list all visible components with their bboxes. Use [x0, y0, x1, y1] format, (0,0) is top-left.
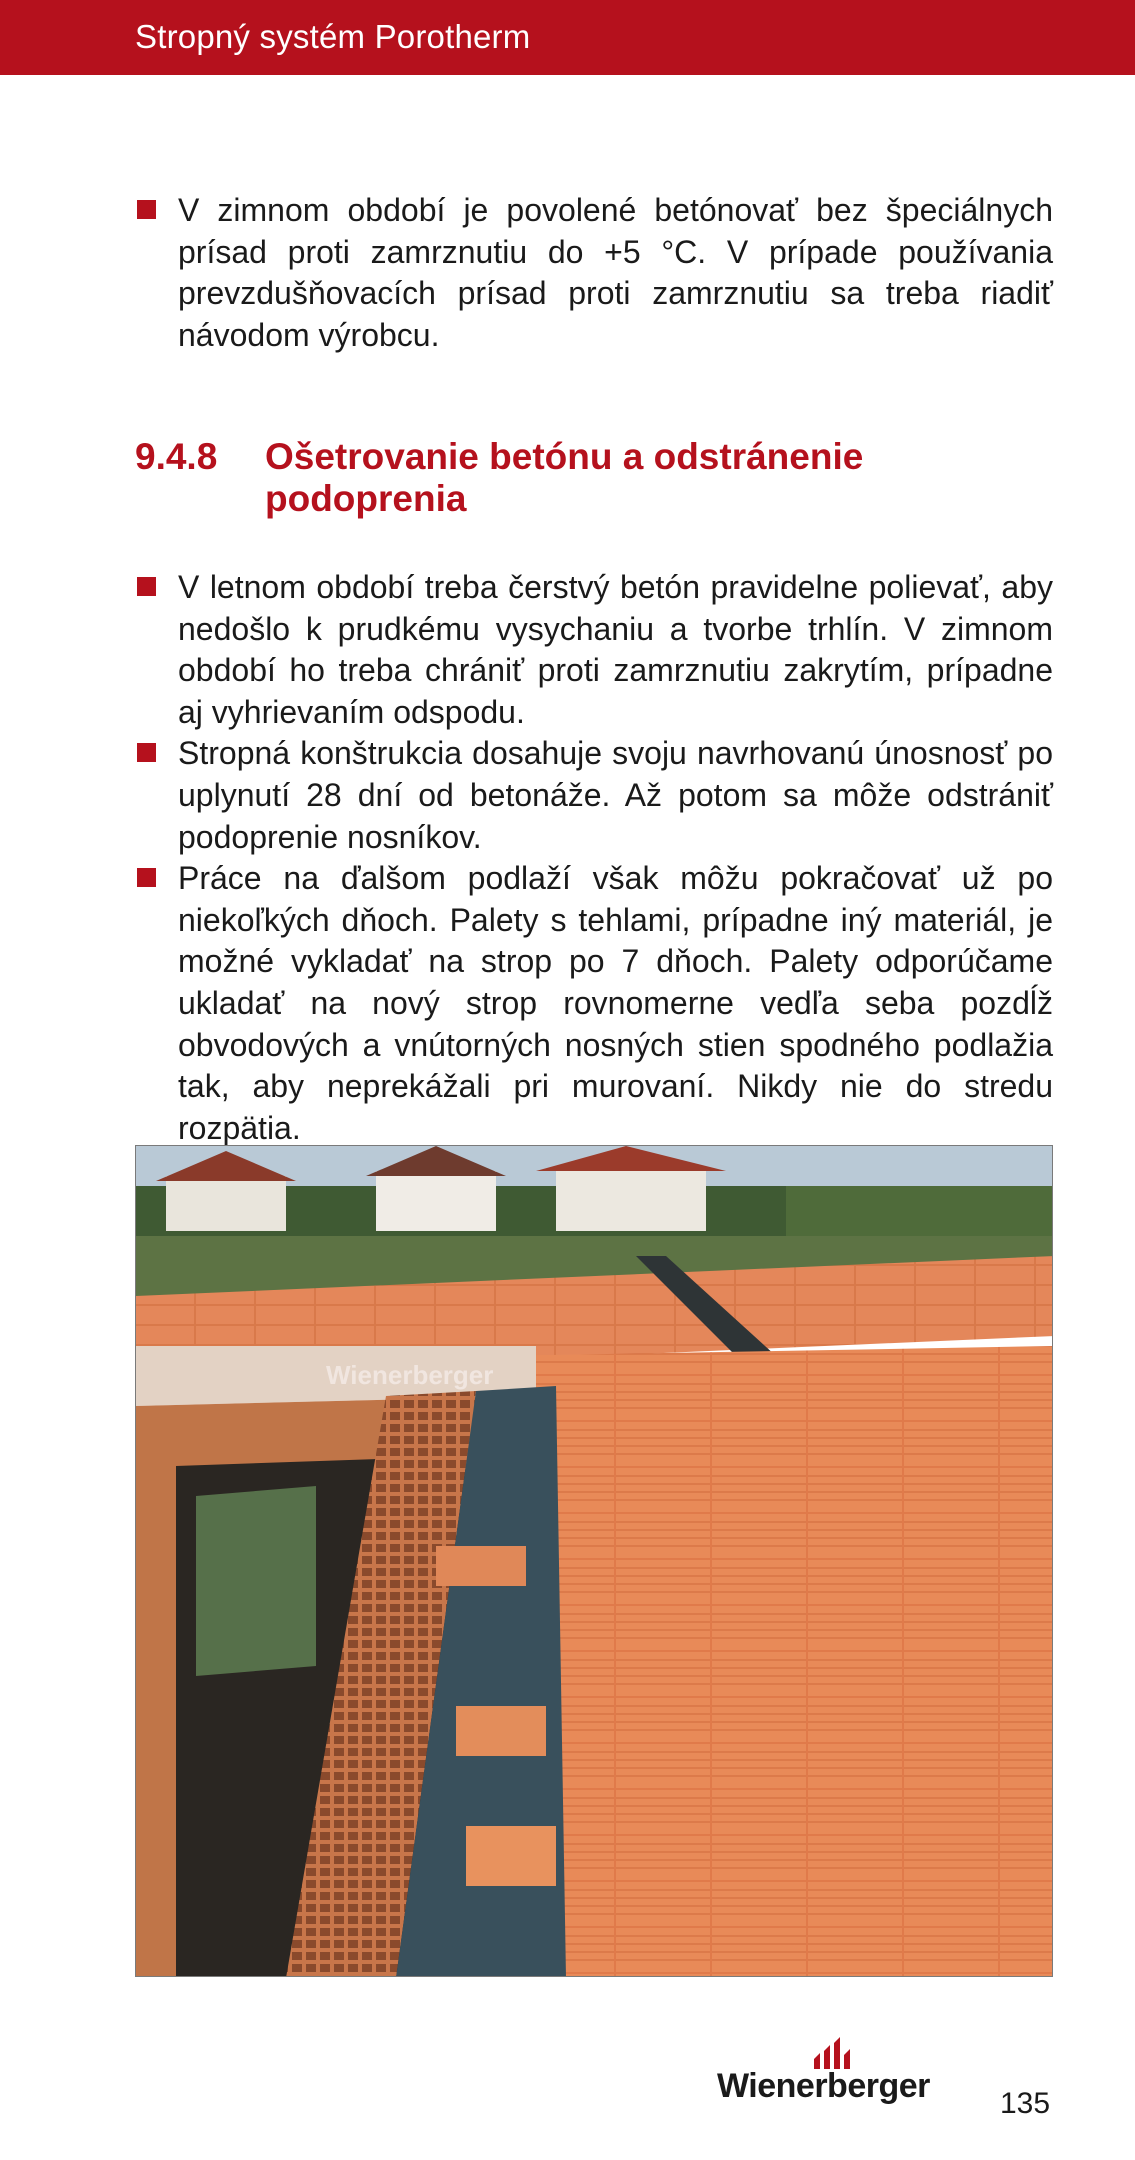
list-item — [135, 190, 1053, 356]
wienerberger-logo-icon — [812, 2035, 858, 2069]
section-title: Ošetrovanie betónu a odstránenie podoprenia — [265, 436, 864, 519]
main-bullet-list — [135, 567, 1053, 1149]
construction-photo-illustration — [136, 1146, 1053, 1977]
list-item — [135, 858, 1053, 1149]
bullet-square-icon — [137, 868, 156, 887]
header-title: Stropný systém Porotherm — [135, 18, 531, 55]
construction-photo — [135, 1145, 1053, 1977]
wienerberger-logo — [717, 2035, 957, 2107]
list-item-text: Práce na ďalšom podlaží však môžu pokračovať už po niekoľkých dňoch. Palety s tehlami, prípadne iný materiál, je možné vykladať na strop po 7 dňoch. Palety odporúčame ukladať na nový strop rovnomerne vedľa seba pozdĺž obvodových a vnútorných nosných stien spodného podlažia tak, aby neprekážali pri murovaní. Nikdy nie do stredu rozpätia. — [178, 860, 1053, 1146]
page-header — [0, 0, 1135, 75]
section-number: 9.4.8 — [135, 436, 218, 477]
logo-text: Wienerberger — [717, 2067, 930, 2105]
list-item — [135, 733, 1053, 858]
top-bullet-list — [135, 190, 1053, 356]
bullet-square-icon — [137, 200, 156, 219]
list-item — [135, 567, 1053, 733]
bullet-square-icon — [137, 577, 156, 596]
bullet-square-icon — [137, 743, 156, 762]
page-number: 135 — [1000, 2087, 1051, 2120]
list-item-text: V zimnom období je povolené betónovať bez špeciálnych prísad proti zamrznutiu do +5 °C. V prípade používania prevzdušňovacích prísad proti zamrznutiu sa treba riadiť návodom výrobcu. — [178, 192, 1053, 353]
wall-brand-small-text: Wienerberger — [326, 1360, 494, 1390]
list-item-text: Stropná konštrukcia dosahuje svoju navrhovanú únosnosť po uplynutí 28 dní od betonáže. Až potom sa môže odstrániť podoprenie nosníkov. — [178, 735, 1053, 855]
list-item-text: V letnom období treba čerstvý betón pravidelne polievať, aby nedošlo k prudkému vysychaniu a tvorbe trhlín. V zimnom období ho treba chrániť proti zamrznutiu zakrytím, prípadne aj vyhrievaním odspodu. — [178, 569, 1053, 730]
